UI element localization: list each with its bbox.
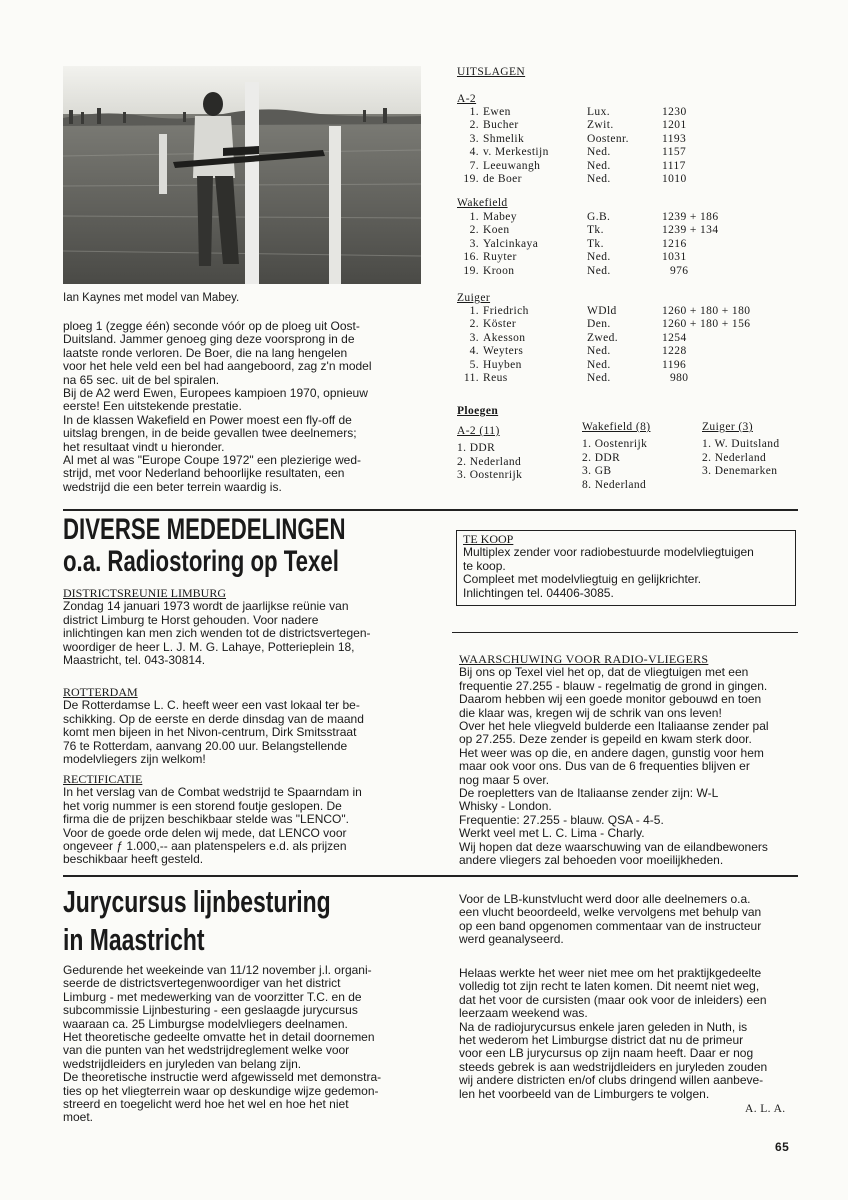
photo-illustration — [63, 66, 421, 284]
table-row: 2. Köster Den. 1260 + 180 + 156 — [469, 318, 751, 331]
jury-line: het wederom het Limburgse district dat nu de primeur — [459, 1033, 744, 1048]
diverse-section-rectificatie — [63, 773, 433, 867]
waarschuwing-line: Wij hopen dat deze waarschuwing van de eilandbewoners — [459, 839, 768, 854]
jury-line: subcommissie Lijnbesturing - een geslaagde jurycursus — [63, 1003, 358, 1018]
table-row: 1. Ewen Lux. 1230 — [469, 106, 687, 118]
section-line: ongeveer ƒ 1.000,-- aan platenspelers e.d. als prijzen — [63, 839, 347, 854]
intro-line: strijd, met voor Nederland behoorlijke resultaten, een — [63, 466, 345, 481]
signature: A. L. A. — [745, 1103, 786, 1115]
team-row: 3. GB — [582, 465, 612, 478]
section-title: ROTTERDAM — [63, 685, 138, 699]
jury-line: streerd en toegelicht werd hoe het wel en hoe het niet — [63, 1097, 349, 1112]
jury-left-text — [63, 964, 435, 1125]
jury-line: len het voorbeeld van de Limburgers te volgen. — [459, 1086, 710, 1101]
section-title: RECTIFICATIE — [63, 772, 143, 786]
results-table-wakefield — [457, 211, 719, 278]
jury-line: De theoretische instructie werd afgewisseld met demonstra- — [63, 1070, 382, 1085]
photo-caption: Ian Kaynes met model van Mabey. — [63, 292, 240, 304]
waarschuwing-line: Frequentie: 27.255 - blauw. QSA - 4-5. — [459, 812, 664, 827]
jury-line: een vlucht beoordeeld, welke vervolgens met behulp van — [459, 905, 762, 920]
section-line: Voor de goede orde delen wij mede, dat LENCO voor — [63, 825, 347, 840]
section-line: woordiger de heer L. J. M. G. Lahaye, Potterieplein 18, — [63, 639, 355, 654]
waarschuwing-line: andere vliegers zal behoeden voor moeilijkheden. — [459, 853, 724, 868]
intro-line: Bij de A2 werd Ewen, Europees kampioen 1970, opnieuw — [63, 386, 368, 401]
intro-line: ploeg 1 (zegge één) seconde vóór op de ploeg uit Oost- — [63, 319, 360, 333]
jury-line: Voor de LB-kunstvlucht werd door alle deelnemers o.a. — [459, 892, 751, 906]
table-row: 3. Yalcinkaya Tk. 1216 — [469, 237, 687, 250]
team-col-wakefield — [582, 421, 650, 492]
waarschuwing-line: die klaar was, kregen wij de schrik van ons leven! — [459, 705, 722, 720]
jury-line: leerzaam weekend was. — [459, 1006, 588, 1021]
intro-line: In de klassen Wakefield en Power moest een fly-off de — [63, 412, 352, 427]
table-row: 2. Bucher Zwit. 1201 — [469, 119, 687, 132]
te-koop-line: Multiplex zender voor radiobestuurde modelvliegtuigen — [463, 545, 754, 560]
diverse-subheading: o.a. Radiostoring op Texel — [63, 545, 339, 578]
jury-line: Helaas werkte het weer niet mee om het praktijkgedeelte — [459, 966, 762, 980]
section-line: firma die de prijzen beschikbaar stelde was "LENCO". — [63, 812, 349, 827]
te-koop-line: te koop. — [463, 558, 506, 573]
jury-right-para2 — [459, 967, 799, 1101]
te-koop-line: Inlichtingen tel. 04406-3085. — [463, 585, 614, 600]
waarschuwing-section — [459, 653, 799, 868]
team-row: 8. Nederland — [582, 478, 647, 491]
section-divider — [63, 875, 798, 877]
section-title: DISTRICTSREUNIE LIMBURG — [63, 586, 227, 600]
results-table-a2 — [457, 106, 687, 186]
intro-line: uitslag brengen, in de beide gevallen twee deelnemers; — [63, 426, 357, 441]
team-row: 2. DDR — [582, 451, 621, 464]
waarschuwing-line: Daarom hebben wij een goede monitor gebouwd en toen — [459, 692, 762, 707]
table-row: 19. de Boer Ned. 1010 — [463, 173, 687, 186]
table-row: 4. Weyters Ned. 1228 — [469, 345, 687, 358]
intro-line: wedstrijd die een beter terrein waardig is. — [63, 479, 282, 494]
jury-heading: Jurycursus lijnbesturing — [63, 884, 331, 919]
table-row: 1. Mabey G.B. 1239 + 186 — [469, 211, 719, 223]
section-line: komt men bijeen in het Nivon-centrum, Dirk Smitsstraat — [63, 725, 357, 740]
team-col-a2 — [457, 425, 522, 483]
table-row: 5. Huyben Ned. 1196 — [469, 358, 687, 371]
intro-line: eerste! Een uitstekende prestatie. — [63, 399, 242, 414]
team-row: 2. Nederland — [702, 451, 767, 464]
waarschuwing-line: Bij ons op Texel viel het op, dat de vliegtuigen met een — [459, 665, 749, 680]
waarschuwing-line: op 27.255. Deze zender is gepeild en kwam sterk door. — [459, 732, 752, 747]
team-row: 3. Oostenrijk — [457, 469, 523, 482]
waarschuwing-title: WAARSCHUWING VOOR RADIO-VLIEGERS — [459, 652, 709, 666]
te-koop-title: TE KOOP — [463, 532, 514, 546]
waarschuwing-line: Over het hele vliegveld bulderde een Italiaanse zender pal — [459, 719, 769, 734]
section-line: In het verslag van de Combat wedstrijd te Spaarndam in — [63, 785, 362, 800]
intro-line: Al met al was "Europe Coupe 1972" een plezierige wed- — [63, 453, 362, 468]
table-row: 19. Kroon Ned. 976 — [463, 264, 689, 277]
section-divider — [63, 509, 798, 511]
diverse-heading: DIVERSE MEDEDELINGEN — [63, 513, 346, 546]
teams-title: Ploegen — [457, 405, 499, 417]
jury-line: dat het voor de cursisten (maar ook voor de inleiders) een — [459, 992, 767, 1007]
page-number: 65 — [775, 1140, 790, 1154]
team-col-title: Zuiger (3) — [702, 421, 753, 433]
table-row: 4. v. Merkestijn Ned. 1157 — [469, 146, 687, 159]
team-col-zuiger — [702, 421, 780, 479]
team-row: 1. Oostenrijk — [582, 438, 648, 451]
jury-line: volledig tot zijn recht te laten komen. Dit neemt niet weg, — [459, 979, 760, 994]
jury-line: voor een LB jurycursus op zijn naam heeft. Daar er nog — [459, 1046, 754, 1061]
jury-subheading: in Maastricht — [63, 922, 205, 957]
section-line: Maastricht, tel. 043-30814. — [63, 653, 206, 668]
team-row: 2. Nederland — [457, 455, 522, 468]
te-koop-text — [463, 533, 793, 600]
results-title: UITSLAGEN — [457, 66, 526, 78]
jury-line: Na de radiojurycursus enkele jaren geleden in Nuth, is — [459, 1019, 748, 1034]
intro-line: voor het hele veld een bel had aangeboord, zag z'n model — [63, 359, 372, 374]
group-title-wakefield: Wakefield — [457, 197, 508, 209]
section-line: inlichtingen kan men zich wenden tot de districtsvertegen- — [63, 626, 371, 641]
team-col-title: A-2 (11) — [457, 425, 500, 437]
waarschuwing-line: Het weer was op die, en andere dagen, gunstig voor hem — [459, 745, 764, 760]
jury-line: moet. — [63, 1110, 94, 1125]
intro-line: het resultaat vindt u hieronder. — [63, 439, 225, 454]
jury-line: waaraan ca. 25 Limburgse modelvliegers deelnamen. — [63, 1016, 348, 1031]
section-line: 76 te Rotterdam, aanvang 20.00 uur. Belangstellende — [63, 738, 348, 753]
team-row: 1. W. Duitsland — [702, 438, 780, 451]
waarschuwing-line: De roepletters van de Italiaanse zender zijn: W-L — [459, 786, 719, 801]
jury-line: wedstrijdleiders en juryleden van belang zijn. — [63, 1056, 302, 1071]
intro-line: Duitsland. Jammer genoeg ging deze voorsprong in de — [63, 332, 355, 347]
table-row: 11. Reus Ned. 980 — [463, 372, 689, 385]
section-line: modelvliegers zijn welkom! — [63, 752, 206, 767]
jury-line: van die punten van het wedstrijdreglement welke voor — [63, 1043, 350, 1058]
table-row: 1. Friedrich WDld 1260 + 180 + 180 — [469, 305, 751, 317]
team-row: 1. DDR — [457, 442, 496, 455]
diverse-section-limburg — [63, 587, 433, 667]
jury-right-para1 — [459, 893, 799, 947]
jury-line: seerde de districtsvertegenwoordiger van het district — [63, 976, 341, 991]
photo — [63, 66, 421, 284]
section-line: district Limburg te Horst gehouden. Voor nadere — [63, 612, 319, 627]
intro-line: na 65 sec. uit de bel spiralen. — [63, 372, 220, 387]
jury-line: Gedurende het weekeinde van 11/12 november j.l. organi- — [63, 963, 372, 977]
results-table-zuiger — [457, 305, 750, 385]
table-row: 3. Akesson Zwed. 1254 — [469, 331, 687, 344]
intro-text — [63, 320, 428, 494]
section-line: het vorig nummer is een storend foutje geslopen. De — [63, 798, 342, 813]
jury-line: wij andere districten en/of clubs dringend willen aanbeve- — [459, 1073, 764, 1088]
waarschuwing-line: maar ook voor ons. Dus van de 6 frequenties blijven er — [459, 759, 750, 774]
group-title-a2: A-2 — [457, 93, 477, 105]
table-row: 16. Ruyter Ned. 1031 — [463, 251, 687, 264]
waarschuwing-line: frequentie 27.255 - blauw - regelmatig de grond in gingen. — [459, 678, 768, 693]
waarschuwing-line: Werkt veel met L. C. Lima - Charly. — [459, 826, 645, 841]
team-row: 3. Denemarken — [702, 465, 778, 478]
intro-line: laatste ronde verloren. De Boer, die na lang hengelen — [63, 345, 348, 360]
jury-line: steeds gebrek is aan wedstrijdleiders en juryleden zouden — [459, 1059, 768, 1074]
waarschuwing-line: Whisky - London. — [459, 799, 552, 814]
diverse-section-rotterdam — [63, 686, 433, 766]
section-line: beschikbaar heeft gesteld. — [63, 852, 204, 867]
section-line: schikking. Op de eerste en derde dinsdag van de maand — [63, 711, 364, 726]
section-line: De Rotterdamse L. C. heeft weer een vast lokaal ter be- — [63, 698, 360, 713]
jury-line: Limburg - met medewerking van de voorzitter T.C. en de — [63, 989, 362, 1004]
jury-line: Het theoretische gedeelte omvatte het in detail doornemen — [63, 1030, 375, 1045]
te-koop-line: Compleet met modelvliegtuig en gelijkrichter. — [463, 572, 702, 587]
waarschuwing-line: nog maar 5 over. — [459, 772, 550, 787]
table-row: 3. Shmelik Oostenr. 1193 — [469, 132, 687, 145]
section-line: Zondag 14 januari 1973 wordt de jaarlijkse reünie van — [63, 599, 349, 614]
jury-line: op een band opgenomen commentaar van de instructeur — [459, 918, 762, 933]
jury-line: ties op het vliegterrein waar op deskundige wijze gedemon- — [63, 1083, 379, 1098]
team-col-title: Wakefield (8) — [582, 421, 651, 433]
table-row: 2. Koen Tk. 1239 + 134 — [469, 224, 719, 237]
table-row: 7. Leeuwangh Ned. 1117 — [469, 159, 686, 172]
group-title-zuiger: Zuiger — [457, 292, 491, 304]
section-divider — [452, 632, 798, 633]
jury-line: werd geanalyseerd. — [459, 932, 564, 947]
